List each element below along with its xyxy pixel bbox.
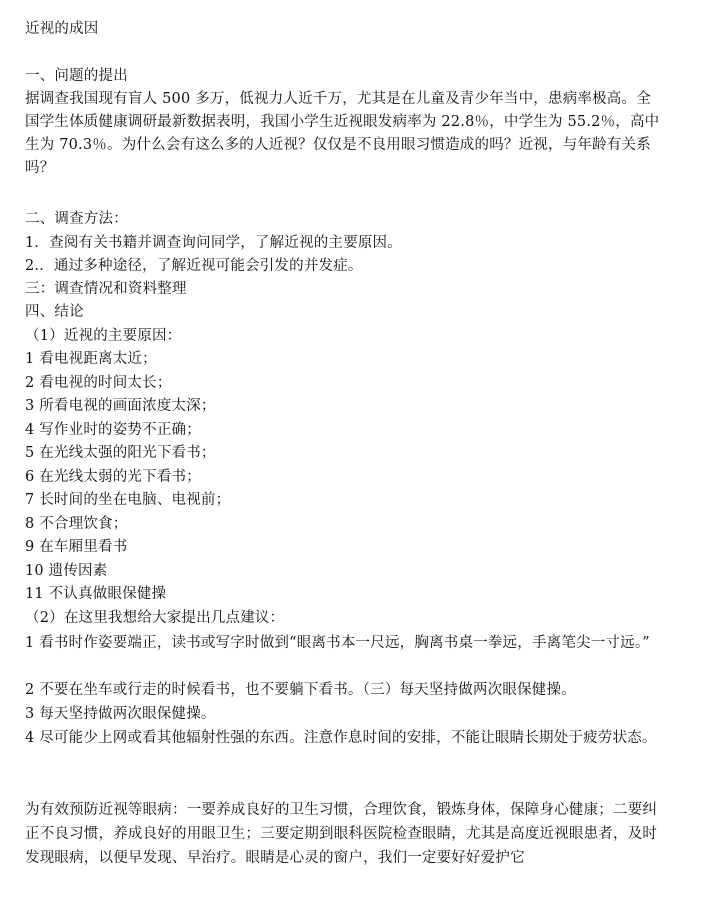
cause-item: 6 在光线太弱的光下看书；	[25, 469, 201, 485]
suggestion-item: 4 尽可能少上网或看其他辐射性强的东西。注意作息时间的安排，不能让眼睛长期处于疲劳状态。	[25, 730, 657, 746]
cause-item: 4 写作业时的姿势不正确；	[25, 422, 201, 438]
section-3-heading: 三：调查情况和资料整理	[25, 281, 187, 297]
cause-item: 11 不认真做眼保健操	[25, 586, 167, 602]
cause-item: 5 在光线太强的阳光下看书；	[25, 445, 216, 461]
cause-item: 10 遗传因素	[25, 563, 108, 579]
cause-item: 9 在车厢里看书	[25, 539, 128, 555]
document-title: 近视的成因	[25, 21, 99, 37]
suggestions-heading: （2）在这里我想给大家提出几点建议：	[25, 610, 285, 626]
suggestion-item: 2 不要在坐车或行走的时候看书，也不要躺下看书。（三）每天坚持做两次眼保健操。	[25, 682, 576, 698]
section-1-body: 据调查我国现有盲人 500 多万，低视力人近千万，尤其是在儿童及青少年当中，患病率极高。全国学生体质健康调研最新数据表明，我国小学生近视眼发病率为 22.8％，中学生为 55.2％，高中生为 70.3％。为什么会有这么多的人近视？仅仅是不良用眼习惯造成的吗？近视，与年龄有关系吗？	[25, 91, 660, 176]
cause-item: 1 看电视距离太近；	[25, 351, 157, 367]
section-2-heading: 二、调查方法：	[25, 211, 128, 227]
section-4-heading: 四、结论	[25, 304, 84, 320]
suggestion-item: 1 看书时作姿要端正，读书或写字时做到“眼离书本一尺远，胸离书桌一拳远，手离笔尖一寸远。”	[25, 635, 650, 651]
section-1-heading: 一、问题的提出	[25, 68, 128, 84]
cause-item: 7 长时间的坐在电脑、电视前；	[25, 492, 231, 508]
cause-item: 3 所看电视的画面浓度太深；	[25, 398, 216, 414]
cause-item: 2 看电视的时间太长；	[25, 375, 172, 391]
method-item: 2.．通过多种途径，了解近视可能会引发的并发症。	[25, 258, 363, 274]
closing-paragraph: 为有效预防近视等眼病：一要养成良好的卫生习惯，合理饮食，锻炼身体，保障身心健康；二要纠正不良习惯，养成良好的用眼卫生；三要定期到眼科医院检查眼睛，尤其是高度近视眼患者，及时发现眼病，以便早发现、早治疗。眼睛是心灵的窗户，我们一定要好好爱护它	[25, 802, 658, 866]
suggestion-item: 3 每天坚持做两次眼保健操。	[25, 706, 216, 722]
cause-item: 8 不合理饮食；	[25, 516, 128, 532]
method-item: 1．查阅有关书籍并调查询问同学，了解近视的主要原因。	[25, 235, 402, 251]
causes-heading: （1）近视的主要原因：	[25, 328, 182, 344]
